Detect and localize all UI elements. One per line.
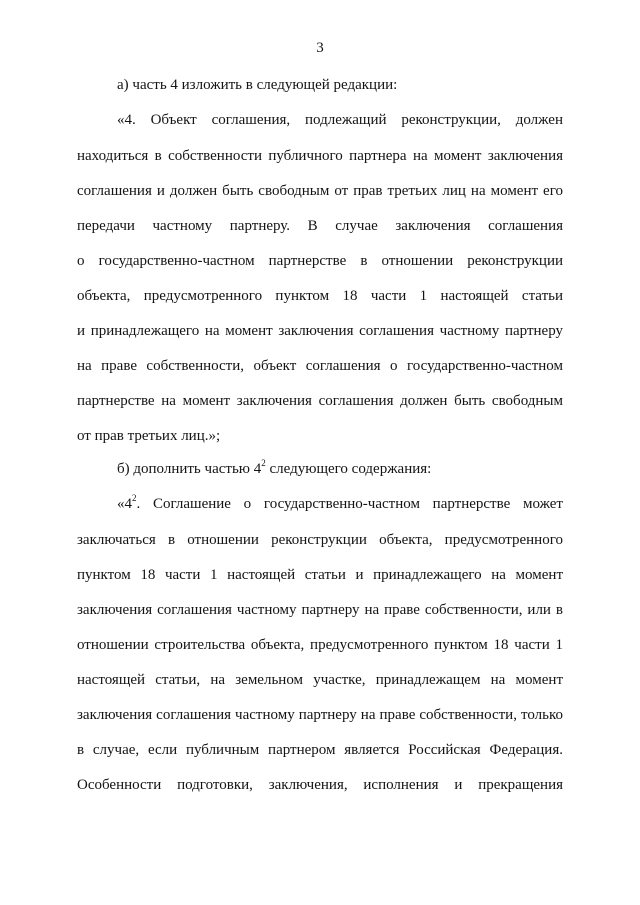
text-line: соглашения и должен быть свободным от прав третьих лиц на момент его [77,183,563,199]
text-line: о государственно-частном партнерстве в отношении реконструкции [77,253,563,269]
text-fragment: «4 [117,496,132,512]
text-line [117,495,563,513]
text-fragment: б) дополнить частью 4 [117,461,262,477]
text-line: в случае, если публичным партнером является Российская Федерация. [77,742,563,758]
text-line: заключаться в отношении реконструкции объекта, предусмотренного [77,532,563,548]
text-line: настоящей статьи, на земельном участке, принадлежащем на момент [77,672,563,688]
superscript: 2 [261,458,266,468]
superscript: 2 [132,493,137,503]
page-number: 3 [316,40,324,56]
text-line: находиться в собственности публичного партнера на момент заключения [77,148,563,164]
text-line: на праве собственности, объект соглашения о государственно-частном [77,358,563,374]
text-line: объекта, предусмотренного пунктом 18 части 1 настоящей статьи [77,288,563,304]
text-line: заключения соглашения частному партнеру на праве собственности, только [77,707,563,723]
text-line: отношении строительства объекта, предусмотренного пунктом 18 части 1 [77,637,563,653]
text-line: партнерстве на момент заключения соглашения должен быть свободным [77,393,563,409]
text-fragment: . Соглашение о государственно-частном партнерстве может [136,496,563,512]
text-line: «4. Объект соглашения, подлежащий реконструкции, должен [117,112,563,128]
text-line: и принадлежащего на момент заключения соглашения частному партнеру [77,323,563,339]
text-line [117,460,431,478]
text-line: Особенности подготовки, заключения, исполнения и прекращения [77,777,563,793]
text-line: от прав третьих лиц.»; [77,428,221,444]
text-line: а) часть 4 изложить в следующей редакции: [117,77,398,93]
text-line: пунктом 18 части 1 настоящей статьи и принадлежащего на момент [77,567,563,583]
text-fragment: следующего содержания: [265,461,432,477]
text-line: заключения соглашения частному партнеру на праве собственности, или в [77,602,563,618]
text-line: передачи частному партнеру. В случае заключения соглашения [77,218,563,234]
